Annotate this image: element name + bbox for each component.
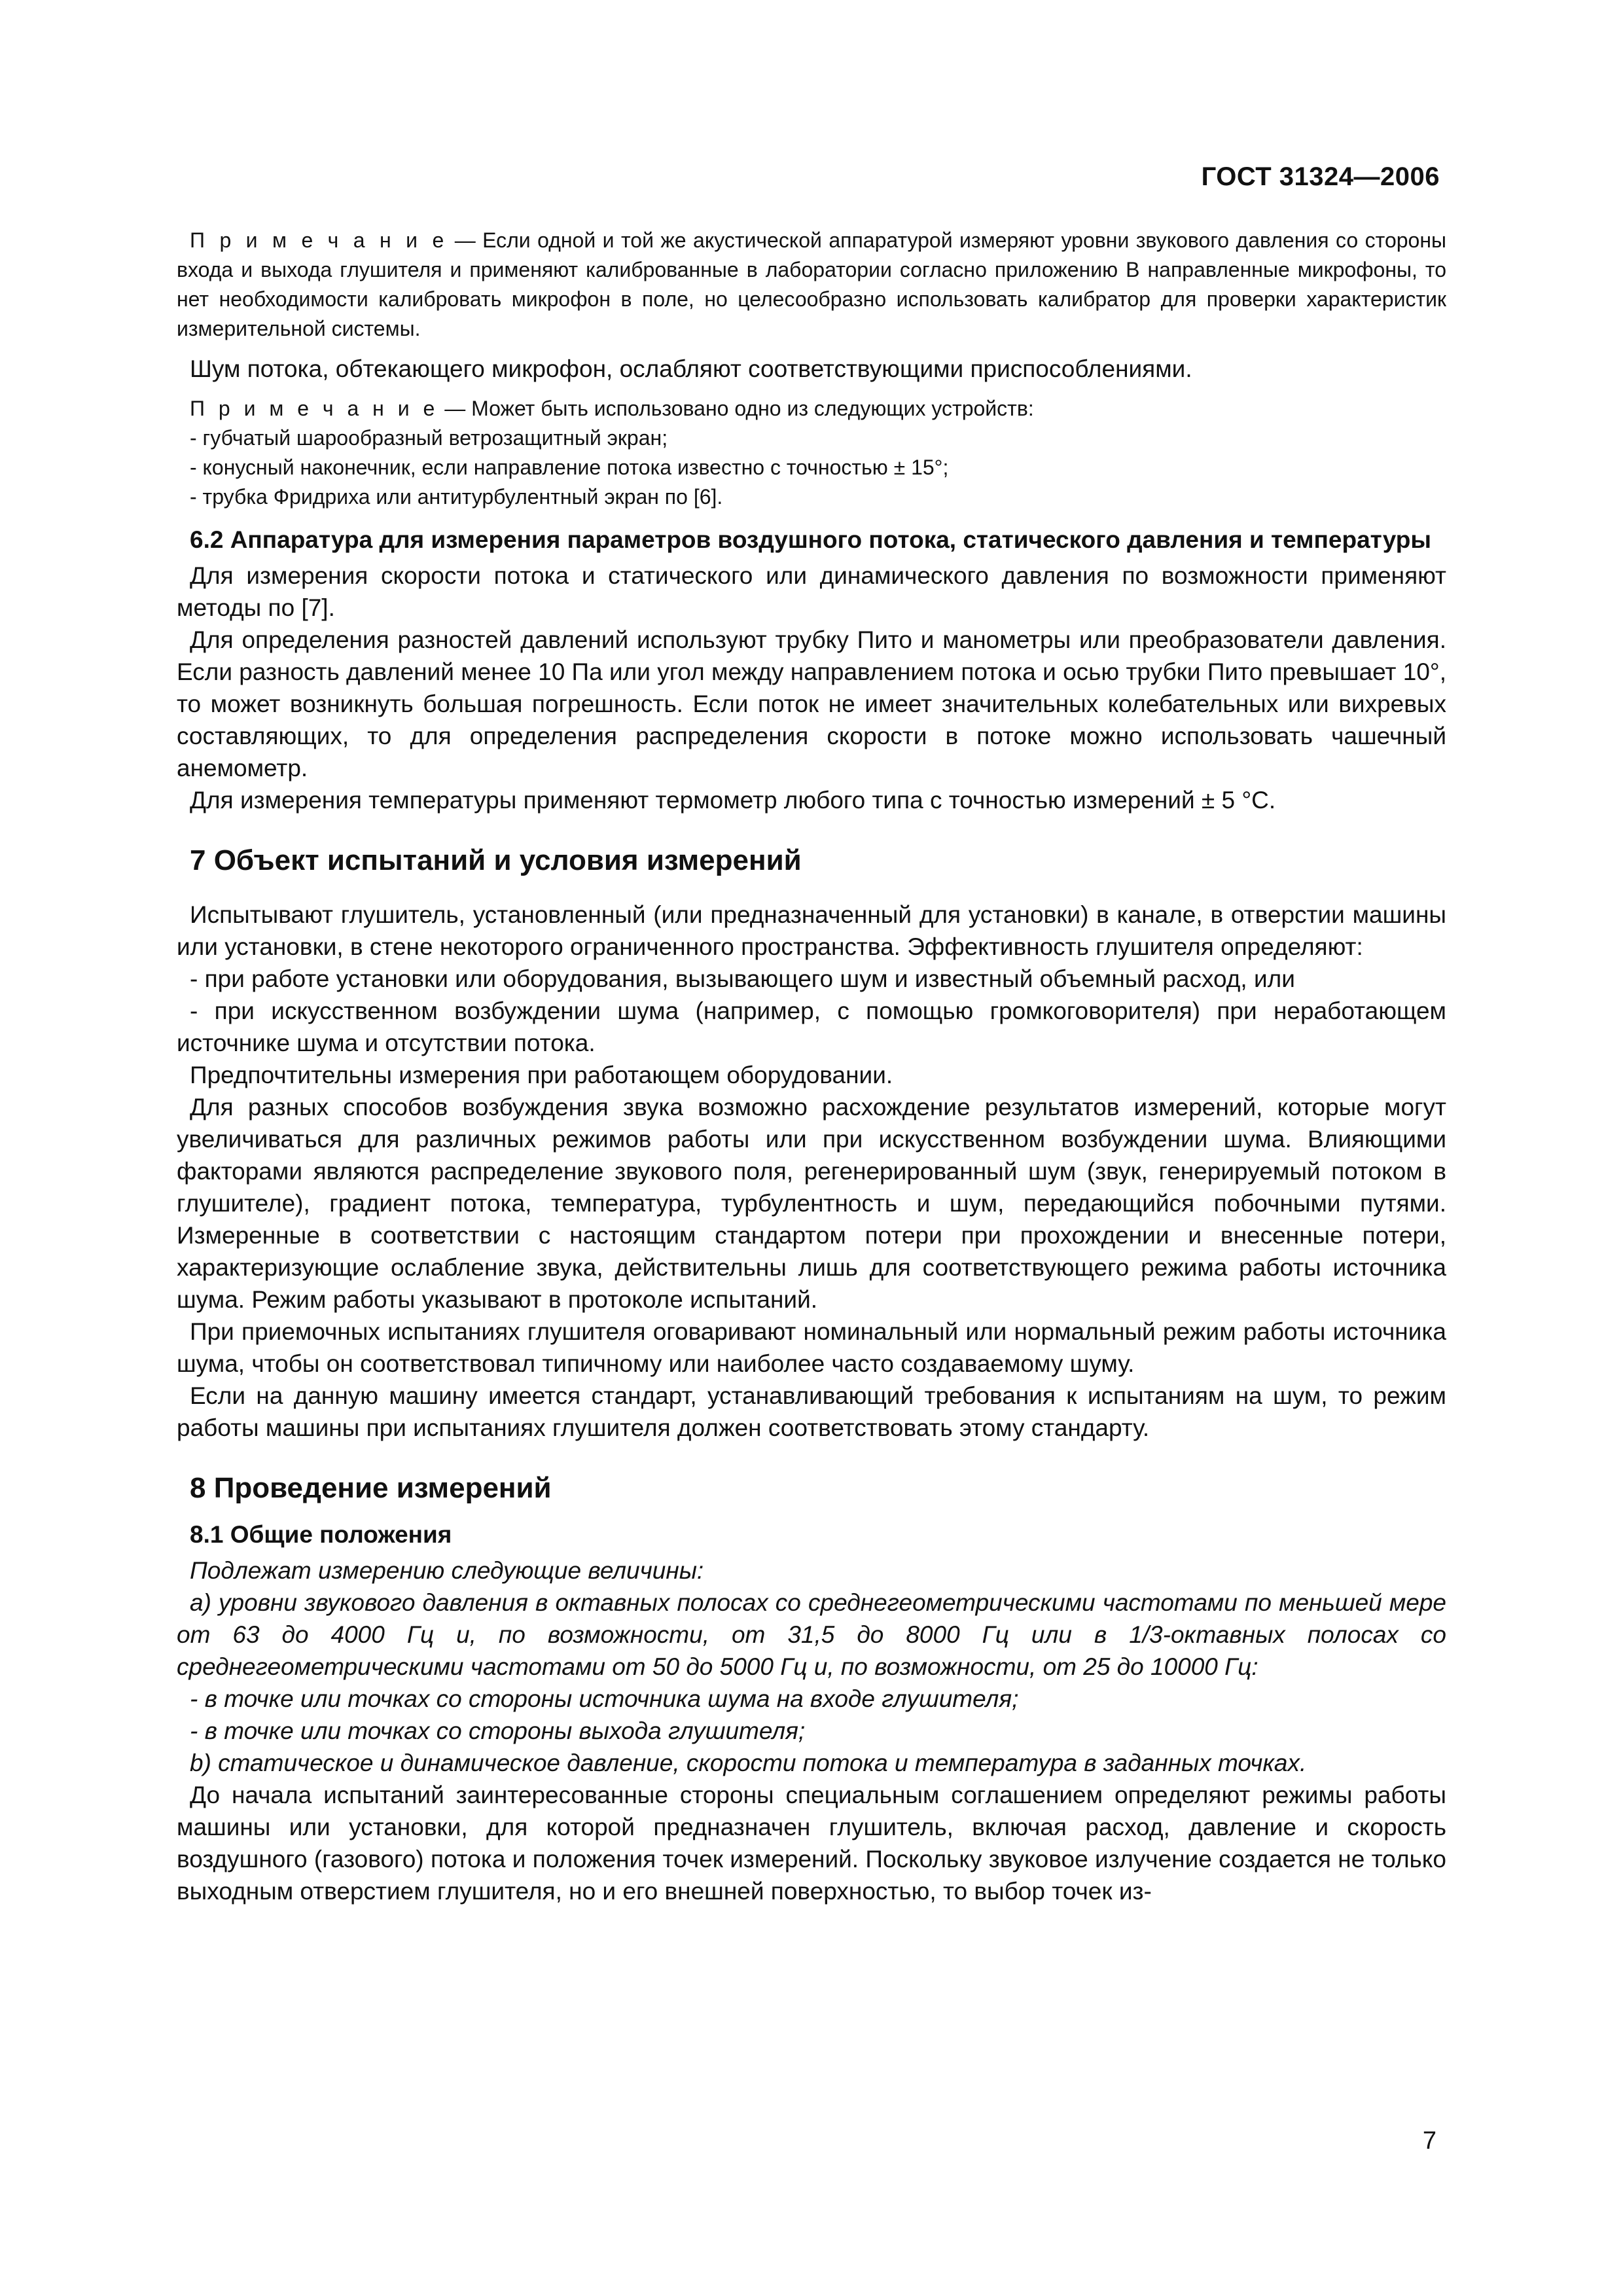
note-block xyxy=(177,226,1446,344)
list-item: - трубка Фридриха или антитурбулентный экран по [6]. xyxy=(190,485,723,509)
list-item: - в точке или точках со стороны выхода глушителя; xyxy=(190,1717,806,1744)
list-item: - при искусственном возбуждении шума (например, с помощью громкоговорителя) при неработающем источнике шума и отсутствии потока. xyxy=(177,997,1446,1056)
list-item: - губчатый шарообразный ветрозащитный экран; xyxy=(190,426,668,450)
paragraph: Для измерения температуры применяют термометр любого типа с точностью измерений ± 5 °С. xyxy=(190,787,1276,814)
paragraph: Если на данную машину имеется стандарт, устанавливающий требования к испытаниям на шум, то режим работы машины при испытаниях глушителя должен соответствовать этому стандарту. xyxy=(177,1382,1446,1441)
paragraph: b) статическое и динамическое давление, скорости потока и температура в заданных точках. xyxy=(190,1749,1307,1776)
note-text: — Может быть использовано одно из следующих устройств: xyxy=(438,397,1034,420)
note-text: — Если одной и той же акустической аппаратурой измеряют уровни звукового давления со стороны входа и выхода глушителя и применяют калиброванные в лаборатории согласно приложению В направленные микрофоны, то нет необходимости калибровать микрофон в поле, но целесообразно использовать калибратор для проверки характеристик измерительной системы. xyxy=(177,228,1447,340)
list-item: - в точке или точках со стороны источника шума на входе глушителя; xyxy=(190,1685,1019,1712)
list-item: - при работе установки или оборудования, вызывающего шум и известный объемный расход, или xyxy=(190,965,1295,992)
list-item: - конусный наконечник, если направление потока известно с точностью ± 15°; xyxy=(190,456,949,479)
paragraph: При приемочных испытаниях глушителя оговаривают номинальный или нормальный режим работы источника шума, чтобы он соответствовал типичному или наиболее часто создаваемому шуму. xyxy=(177,1318,1446,1377)
note-block xyxy=(177,394,1446,423)
section-heading-7: 7 Объект испытаний и условия измерений xyxy=(190,844,802,876)
paragraph: Подлежат измерению следующие величины: xyxy=(190,1557,704,1584)
document-code: ГОСТ 31324—2006 xyxy=(1201,162,1440,191)
paragraph: Для измерения скорости потока и статического или динамического давления по возможности применяют методы по [7]. xyxy=(177,562,1446,621)
subsection-heading-8-1: 8.1 Общие положения xyxy=(190,1521,452,1548)
paragraph: Предпочтительны измерения при работающем оборудовании. xyxy=(190,1062,893,1088)
paragraph: Шум потока, обтекающего микрофон, ослабляют соответствующими приспособлениями. xyxy=(190,355,1192,382)
page-number: 7 xyxy=(1422,2127,1436,2155)
note-label: П р и м е ч а н и е xyxy=(190,228,448,252)
paragraph: Для определения разностей давлений используют трубку Пито и манометры или преобразователи давления. Если разность давлений менее 10 Па или угол между направлением потока и осью трубки Пито превышает 10°, то может возникнуть большая погрешность. Если поток не имеет значительных колебательных или вихревых составляющих, то для определения распределения скорости в потоке можно использовать чашечный анемометр. xyxy=(177,626,1446,781)
section-heading-6-2: 6.2 Аппаратура для измерения параметров воздушного потока, статического давления и температуры xyxy=(190,526,1431,553)
paragraph: Испытывают глушитель, установленный (или предназначенный для установки) в канале, в отверстии машины или установки, в стене некоторого ограниченного пространства. Эффективность глушителя определяют: xyxy=(177,901,1446,960)
paragraph: а) уровни звукового давления в октавных полосах со среднегеометрическими частотами по меньшей мере от 63 до 4000 Гц и, по возможности, от 31,5 до 8000 Гц или в 1/3-октавных полосах со среднегеометрическими частотами от 50 до 5000 Гц и, по возможности, от 25 до 10000 Гц: xyxy=(177,1589,1446,1680)
paragraph: До начала испытаний заинтересованные стороны специальным соглашением определяют режимы работы машины или установки, для которой предназначен глушитель, включая расход, давление и скорость воздушного (газового) потока и положения точек измерений. Поскольку звуковое излучение создается не только выходным отверстием глушителя, но и его внешней поверхностью, то выбор точек из- xyxy=(177,1782,1446,1905)
page-content xyxy=(177,226,1446,1907)
note-label: П р и м е ч а н и е xyxy=(190,397,439,420)
paragraph: Для разных способов возбуждения звука возможно расхождение результатов измерений, которые могут увеличиваться для различных режимов работы или при искусственном возбуждении шума. Влияющими факторами являются распределение звукового поля, регенерированный шум (звук, генерируемый потоком в глушителе), градиент потока, температура, турбулентность и шум, передающийся побочными путями. Измеренные в соответствии с настоящим стандартом потери при прохождении и внесенные потери, характеризующие ослабление звука, действительны лишь для соответствующего режима работы источника шума. Режим работы указывают в протоколе испытаний. xyxy=(177,1094,1446,1313)
section-heading-8: 8 Проведение измерений xyxy=(190,1472,552,1504)
